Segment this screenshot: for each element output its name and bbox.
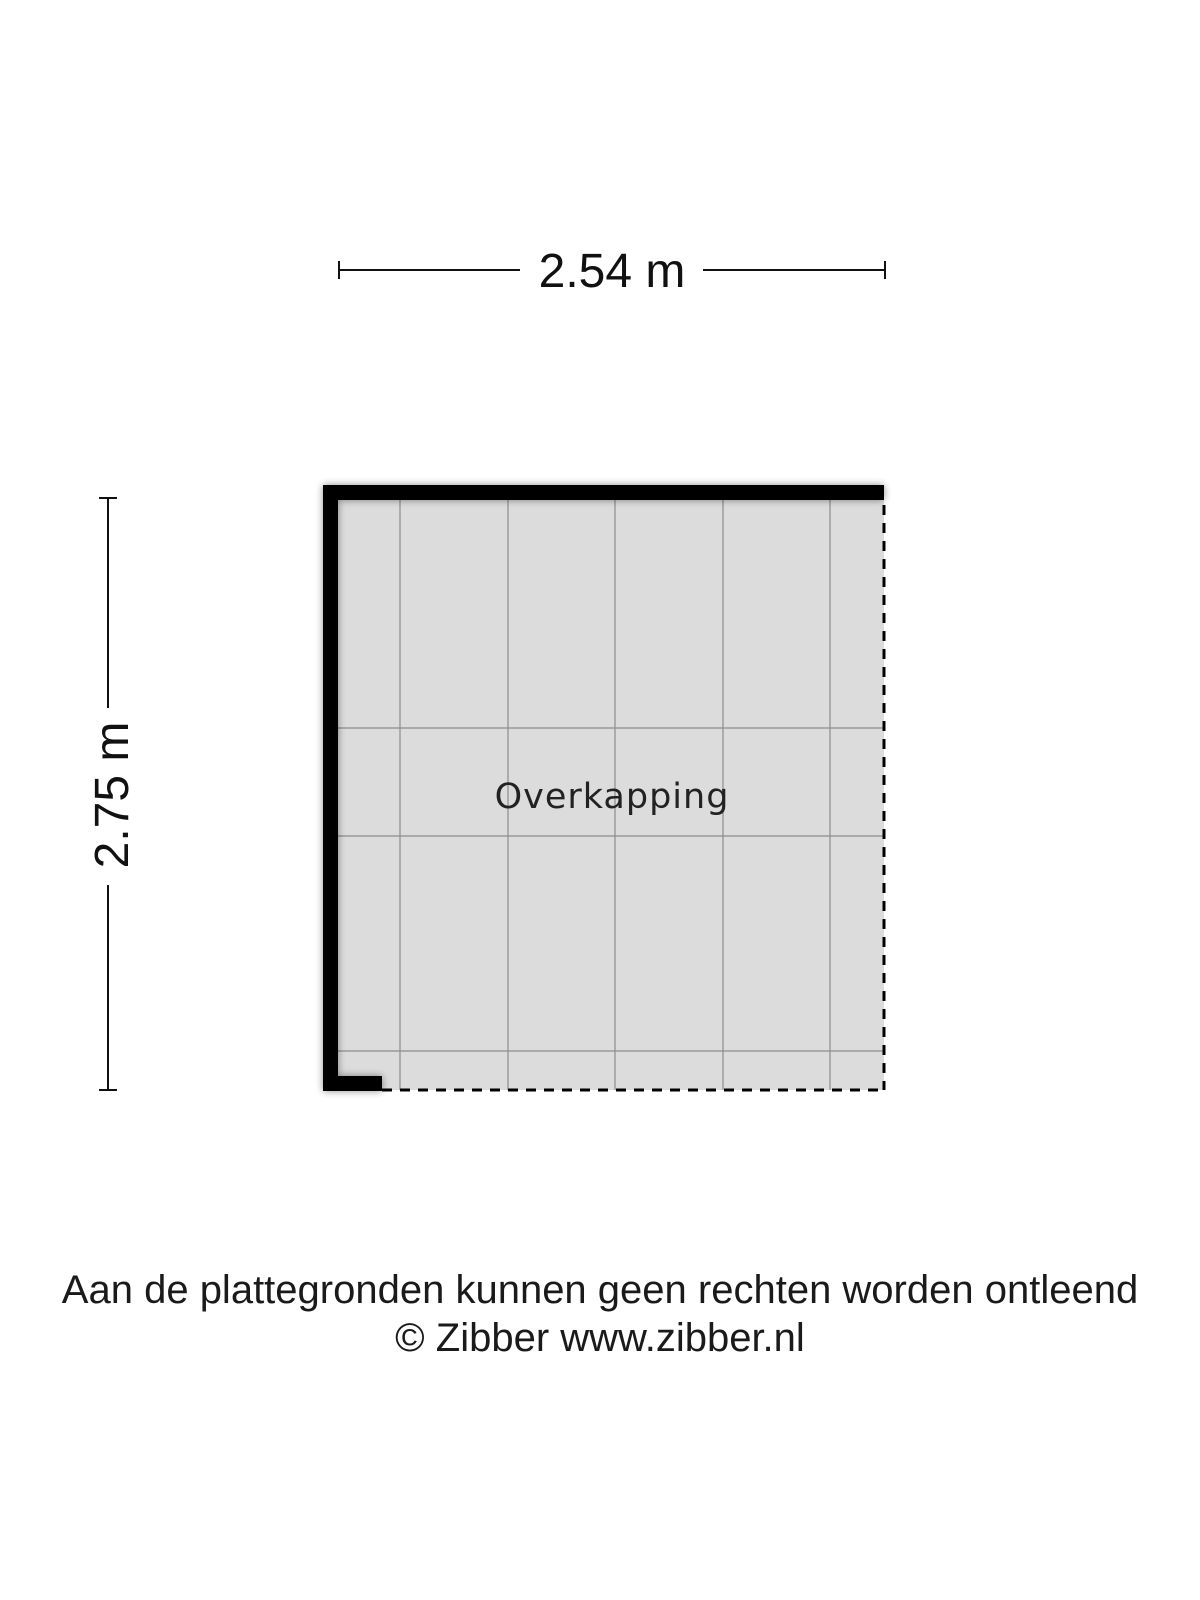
height-dimension	[86, 498, 139, 1090]
wall-left	[323, 485, 338, 1091]
disclaimer-text: Aan de plattegronden kunnen geen rechten worden ontleend	[61, 1268, 1139, 1312]
copyright-text: © Zibber www.zibber.nl	[395, 1316, 805, 1360]
room-overkapping	[323, 485, 884, 1091]
wall-top	[323, 485, 884, 500]
width-label: 2.54 m	[538, 245, 686, 298]
footer	[0, 1266, 1200, 1362]
width-dimension	[339, 245, 885, 298]
wall-bottom-stub	[323, 1076, 382, 1091]
height-label: 2.75 m	[86, 721, 139, 869]
room-label: Overkapping	[494, 777, 730, 817]
